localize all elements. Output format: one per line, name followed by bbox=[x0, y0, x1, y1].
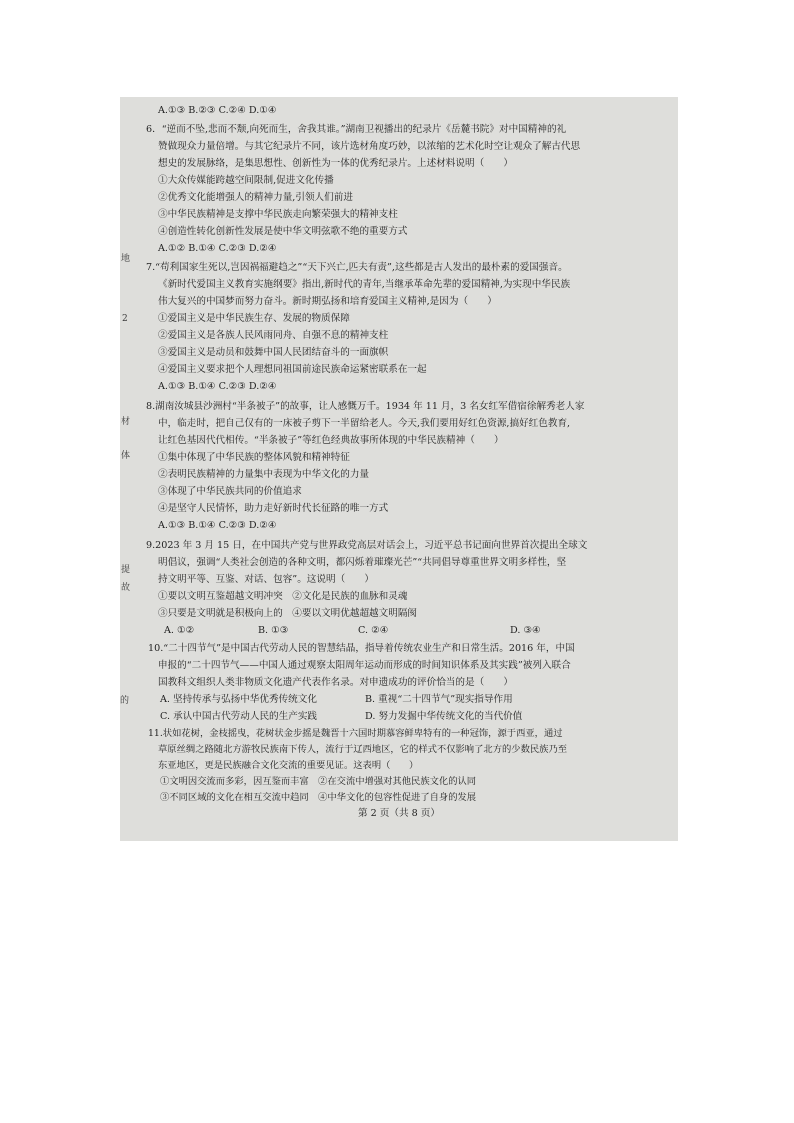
q10-option-d: D. 努力发掘中华传统文化的当代价值 bbox=[365, 711, 523, 722]
q10-options-row-1 bbox=[120, 692, 678, 707]
q11-statement: ③不同区域的文化在相互交流中趋同 ④中华文化的包容性促进了自身的发展 bbox=[160, 792, 477, 803]
q6-statement: ①大众传媒能跨越空间限制,促进文化传播 bbox=[158, 175, 334, 186]
q9-stem-line: 明倡议，强调“人类社会创造的各种文明，都闪烁着璀璨光芒”“共同倡导尊重世界文明多样性，坚 bbox=[158, 557, 567, 568]
q7-stem-line: 7.“苟利国家生死以,岂因祸福避趋之”“天下兴亡,匹夫有责”,这些都是古人发出的最朴素的爱国强音。 bbox=[146, 262, 568, 273]
q9-option-c: C. ②④ bbox=[358, 625, 389, 636]
q10-option-a: A. 坚持传承与弘扬中华优秀传统文化 bbox=[160, 694, 317, 705]
scanned-exam-page bbox=[120, 97, 678, 841]
q6-options: A.①② B.①④ C.②③ D.②④ bbox=[158, 243, 277, 254]
q10-option-b: B. 重视“二十四节气”现实指导作用 bbox=[365, 694, 513, 705]
q9-stem-line: 9.2023 年 3 月 15 日，在中国共产党与世界政党高层对话会上，习近平总书记面向世界首次提出全球文 bbox=[146, 540, 588, 551]
q6-statement: ④创造性转化创新性发展是使中华文明弦歌不绝的重要方式 bbox=[158, 226, 408, 237]
q6-stem-line: 6．“逆而不坠,悲而不颓,向死而生，舍我其谁。”湖南卫视播出的纪录片《岳麓书院》对中国精神的礼 bbox=[146, 124, 567, 135]
q10-option-c: C. 承认中国古代劳动人民的生产实践 bbox=[160, 711, 318, 722]
q7-stem-line: 《新时代爱国主义教育实施纲要》指出,新时代的青年,当继承革命先辈的爱国精神,为实现中华民族 bbox=[158, 279, 571, 290]
q7-statement: ③爱国主义是动员和鼓舞中国人民团结奋斗的一面旗帜 bbox=[158, 347, 389, 358]
q9-statement: ①要以文明互鉴超越文明冲突 ②文化是民族的血脉和灵魂 bbox=[158, 591, 408, 602]
margin-mark: 2 bbox=[122, 314, 128, 324]
q8-statement: ②表明民族精神的力量集中表现为中华文化的力量 bbox=[158, 469, 370, 480]
q8-statement: ③体现了中华民族共同的价值追求 bbox=[158, 486, 302, 497]
margin-mark: 提 bbox=[121, 565, 131, 575]
previous-question-options: A.①③ B.②③ C.②④ D.①④ bbox=[158, 105, 277, 116]
q6-statement: ②优秀文化能增强人的精神力量,引领人们前进 bbox=[158, 192, 353, 203]
q11-statement: ①文明因交流而多彩，因互鉴而丰富 ②在交流中增强对其他民族文化的认同 bbox=[160, 776, 477, 787]
margin-mark: 的 bbox=[120, 696, 130, 706]
margin-mark: 故 bbox=[121, 583, 131, 593]
q8-stem-line: 让红色基因代代相传。“半条被子”等红色经典故事所体现的中华民族精神（ ） bbox=[158, 435, 504, 446]
q9-option-b: B. ①③ bbox=[258, 625, 289, 636]
q9-option-a: A. ①② bbox=[164, 625, 195, 636]
margin-mark: 体 bbox=[121, 451, 131, 461]
q9-options bbox=[120, 623, 678, 638]
q6-stem-line: 赞做现众力量倍增。与其它纪录片不同，该片选材角度巧妙，以浓缩的艺术化时空让观众了解古代思 bbox=[158, 141, 581, 152]
q8-options: A.①③ B.①④ C.②③ D.②④ bbox=[158, 520, 277, 531]
q7-statement: ①爱国主义是中华民族生存、发展的物质保障 bbox=[158, 313, 350, 324]
q8-stem-line: 中，临走时，把自己仅有的一床被子剪下一半留给老人。今天,我们要用好红色资源,搞好红色教育, bbox=[158, 418, 571, 429]
q6-statement: ③中华民族精神是支撑中华民族走向繁荣强大的精神支柱 bbox=[158, 209, 398, 220]
margin-mark: 材 bbox=[121, 417, 131, 427]
q10-stem-line: 申报的“二十四节气——中国人通过观察太阳周年运动而形成的时间知识体系及其实践”被列入联合 bbox=[158, 660, 571, 671]
q7-statement: ④爱国主义要求把个人理想同祖国前途民族命运紧密联系在一起 bbox=[158, 364, 427, 375]
q9-option-d: D. ③④ bbox=[510, 625, 541, 636]
margin-mark: 地 bbox=[121, 254, 131, 264]
q10-stem-line: 10.“二十四节气”是中国古代劳动人民的智慧结晶，指导着传统农业生产和日常生活。2016 年，中国 bbox=[148, 643, 575, 654]
q10-stem-line: 国教科文组织人类非物质文化遗产代表作名录。对申遗成功的评价恰当的是（ ） bbox=[158, 677, 513, 688]
q7-statement: ②爱国主义是各族人民风雨同舟、自强不息的精神支柱 bbox=[158, 330, 389, 341]
q9-stem-line: 持文明平等、互鉴、对话、包容”。这说明（ ） bbox=[158, 574, 374, 585]
q10-options-row-2 bbox=[120, 709, 678, 724]
q11-stem-line: 11.状如花树，金枝摇曳，花树状金步摇是魏晋十六国时期慕容鲜卑特有的一种冠饰，源于西亚，通过 bbox=[148, 728, 563, 739]
q7-options: A.①③ B.①④ C.②③ D.②④ bbox=[158, 381, 277, 392]
q9-statement: ③只要是文明就是积极向上的 ④要以文明优越超越文明隔阂 bbox=[158, 608, 418, 619]
page-footer: 第 2 页（共 8 页） bbox=[358, 808, 440, 819]
q8-statement: ④是坚守人民情怀，助力走好新时代长征路的唯一方式 bbox=[158, 503, 389, 514]
q6-stem-line: 想史的发展脉络，是集思想性、创新性为一体的优秀纪录片。上述材料说明（ ） bbox=[158, 158, 513, 169]
q11-stem-line: 东亚地区，更是民族融合文化交流的重要见证。这表明（ ） bbox=[158, 760, 419, 771]
q8-statement: ①集中体现了中华民族的整体风貌和精神特征 bbox=[158, 452, 350, 463]
q8-stem-line: 8.湖南汝城县沙洲村“半条被子”的故事，让人感慨万千。1934 年 11 月，3 名女红军借宿徐解秀老人家 bbox=[146, 401, 585, 412]
q7-stem-line: 伟大复兴的中国梦而努力奋斗。新时期弘扬和培育爱国主义精神,是因为（ ） bbox=[158, 296, 497, 307]
q11-stem-line: 草原丝绸之路随北方游牧民族南下传人，流行于辽西地区，它的样式不仅影响了北方的少数民族乃至 bbox=[158, 744, 568, 755]
